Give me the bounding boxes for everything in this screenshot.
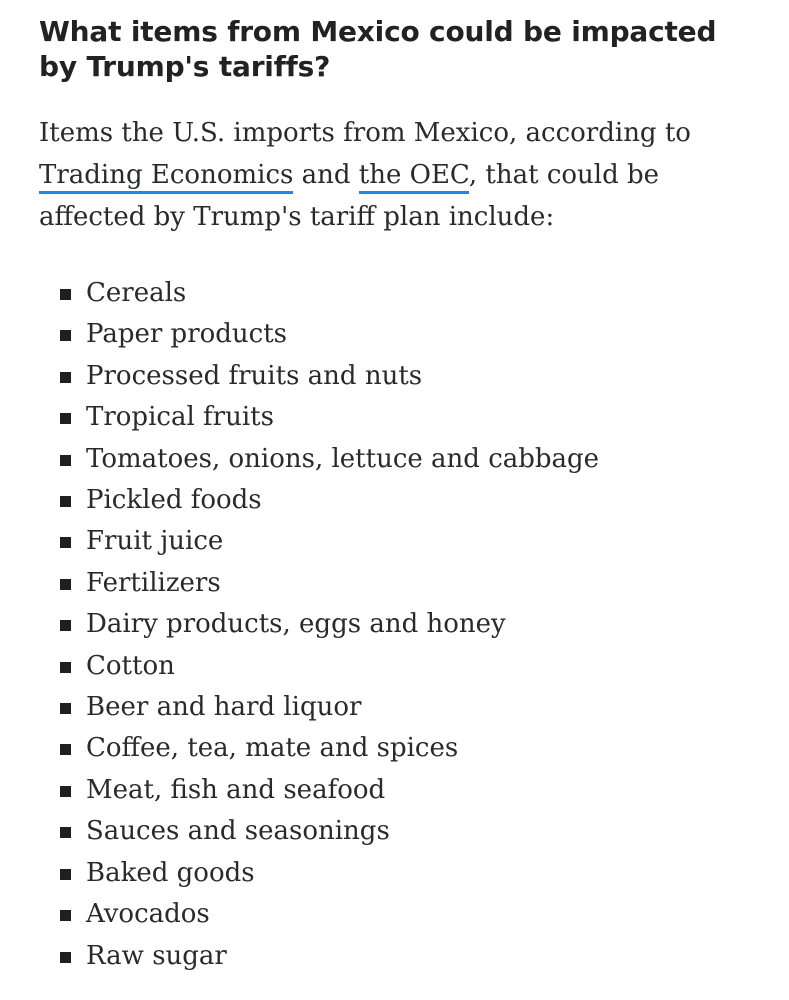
square-bullet-icon xyxy=(60,289,71,300)
list-item-text: Tomatoes, onions, lettuce and cabbage xyxy=(86,443,600,474)
list-item-text: Raw sugar xyxy=(86,940,227,971)
list-item-text: Cereals xyxy=(86,278,187,308)
square-bullet-icon xyxy=(60,413,71,424)
list-item-text: Meat, fish and seafood xyxy=(86,774,386,805)
list-item xyxy=(39,853,759,894)
square-bullet-icon xyxy=(60,910,71,921)
list-item-text: Paper products xyxy=(86,319,288,350)
list-item-text: Baked goods xyxy=(86,857,255,888)
list-item-text: Fertilizers xyxy=(86,567,221,598)
list-item xyxy=(39,314,759,355)
square-bullet-icon xyxy=(60,869,71,880)
list-item-text: Pickled foods xyxy=(86,485,262,516)
square-bullet-icon xyxy=(60,537,71,548)
intro-text-2: and xyxy=(293,160,359,190)
list-item-text: Processed fruits and nuts xyxy=(86,360,423,391)
square-bullet-icon xyxy=(60,952,71,963)
list-item xyxy=(39,936,759,977)
intro-text-1: Items the U.S. imports from Mexico, according to xyxy=(39,118,691,148)
square-bullet-icon xyxy=(60,662,71,673)
list-item-text: Beer and hard liquor xyxy=(86,692,362,723)
square-bullet-icon xyxy=(60,703,71,714)
list-item xyxy=(39,397,759,438)
list-item xyxy=(39,687,759,728)
list-item xyxy=(39,728,759,769)
square-bullet-icon xyxy=(60,330,71,341)
list-item xyxy=(39,273,759,314)
intro-text-3: , that could be affected by Trump's tariff plan include: xyxy=(39,160,660,232)
square-bullet-icon xyxy=(60,579,71,590)
square-bullet-icon xyxy=(60,372,71,383)
list-item xyxy=(39,563,759,604)
square-bullet-icon xyxy=(60,620,71,631)
list-item-text: Dairy products, eggs and honey xyxy=(86,609,506,640)
list-item xyxy=(39,894,759,935)
list-item-text: Avocados xyxy=(86,899,210,930)
list-item-text: Coffee, tea, mate and spices xyxy=(86,733,459,764)
intro-paragraph xyxy=(39,112,739,238)
list-item-text: Cotton xyxy=(86,650,175,681)
list-item xyxy=(39,356,759,397)
list-item xyxy=(39,604,759,645)
list-item xyxy=(39,770,759,811)
import-items-list xyxy=(39,273,759,977)
trading-economics-link[interactable]: Trading Economics xyxy=(39,160,293,194)
list-item xyxy=(39,480,759,521)
square-bullet-icon xyxy=(60,827,71,838)
list-item xyxy=(39,811,759,852)
list-item xyxy=(39,521,759,562)
list-item-text: Fruit juice xyxy=(86,526,224,557)
square-bullet-icon xyxy=(60,455,71,466)
article-headline: What items from Mexico could be impacted by Trump's tariffs? xyxy=(39,15,717,83)
list-item-text: Tropical fruits xyxy=(86,402,274,433)
oec-link[interactable]: the OEC xyxy=(359,160,469,194)
square-bullet-icon xyxy=(60,786,71,797)
square-bullet-icon xyxy=(60,744,71,755)
square-bullet-icon xyxy=(60,496,71,507)
list-item xyxy=(39,439,759,480)
list-item xyxy=(39,646,759,687)
article xyxy=(39,14,759,977)
list-item-text: Sauces and seasonings xyxy=(86,816,390,847)
